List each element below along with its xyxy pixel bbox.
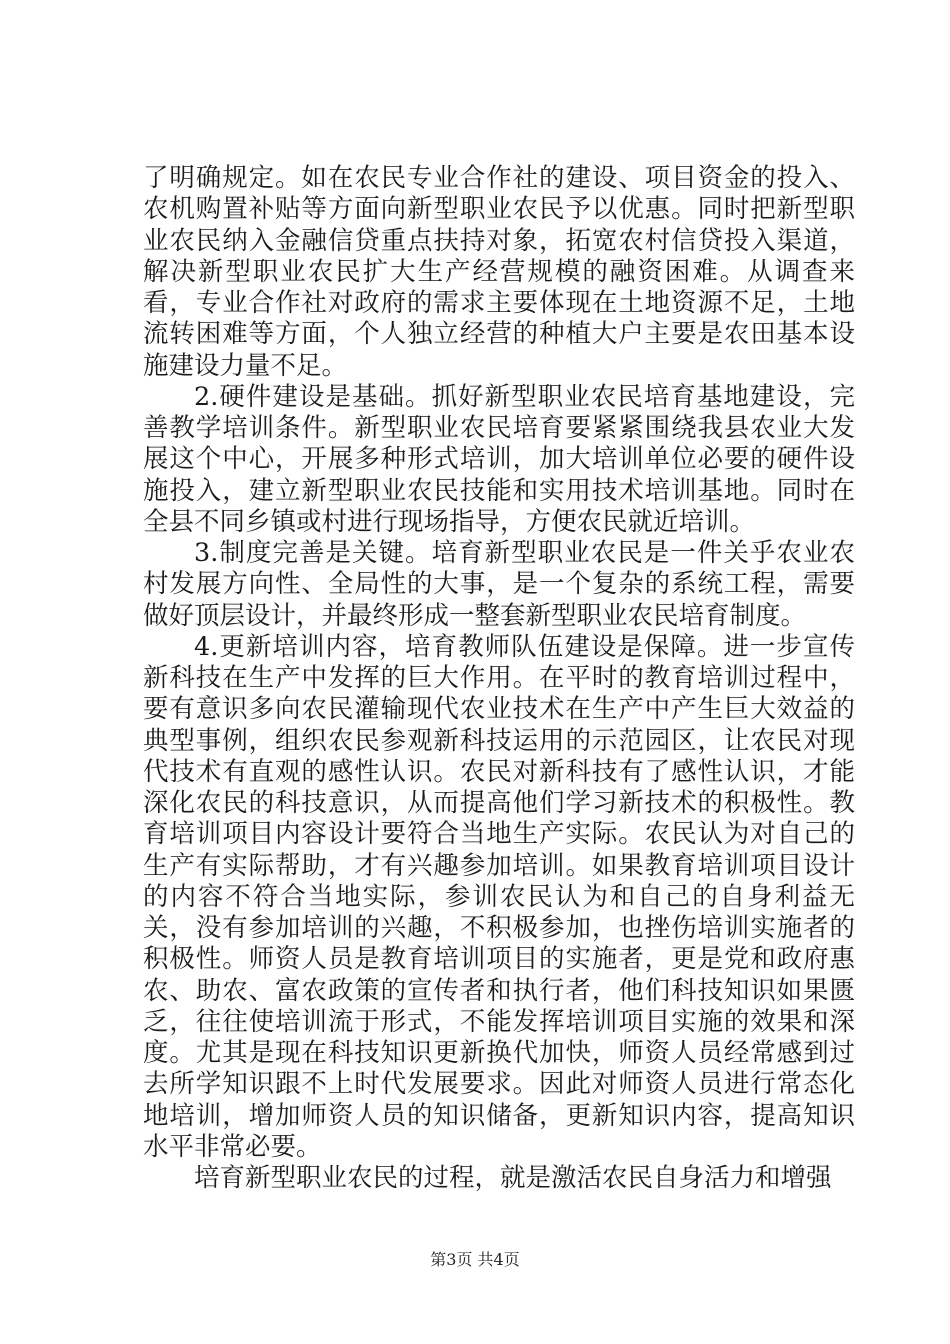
paragraph-5: 培育新型职业农民的过程，就是激活农民自身活力和增强 xyxy=(194,1163,832,1193)
paragraph-4: 4.更新培训内容，培育教师队伍建设是保障。进一步宣传新科技在生产中发挥的巨大作用。在平时的教育培训过程中，要有意识多向农民灌输现代农业技术在生产中产生巨大效益的典型事例，组织农民参观新科技运用的示范园区，让农民对现代技术有直观的感性认识。农民对新科技有了感性认识，才能深化农民的科技意识，从而提高他们学习新技术的积极性。教育培训项目内容设计要符合当地生产实际。农民认为对自己的生产有实际帮助，才有兴趣参加培训。如果教育培训项目设计的内容不符合当地实际，参训农民认为和自己的自身利益无关，没有参加培训的兴趣，不积极参加，也挫伤培训实施者的积极性。师资人员是教育培训项目的实施者，更是党和政府惠农、助农、富农政策的宣传者和执行者，他们科技知识如果匮乏，往往使培训流于形式，不能发挥培训项目实施的效果和深度。尤其是现在科技知识更新换代加快，师资人员经常感到过去所学知识跟不上时代发展要求。因此对师资人员进行常态化地培训，增加师资人员的知识储备，更新知识内容，提高知识水平非常必要。 xyxy=(143,631,855,1162)
paragraph-2: 2.硬件建设是基础。抓好新型职业农民培育基地建设，完善教学培训条件。新型职业农民培育要紧紧围绕我县农业大发展这个中心，开展多种形式培训，加大培训单位必要的硬件设施投入，建立新型职业农民技能和实用技术培训基地。同时在全县不同乡镇或村进行现场指导，方便农民就近培训。 xyxy=(143,381,855,537)
paragraph-1: 了明确规定。如在农民专业合作社的建设、项目资金的投入、农机购置补贴等方面向新型职业农民予以优惠。同时把新型职业农民纳入金融信贷重点扶持对象，拓宽农村信贷投入渠道，解决新型职业农民扩大生产经营规模的融资困难。从调查来看，专业合作社对政府的需求主要体现在土地资源不足，土地流转困难等方面，个人独立经营的种植大户主要是农田基本设施建设力量不足。 xyxy=(143,163,855,381)
paragraph-3: 3.制度完善是关键。培育新型职业农民是一件关乎农业农村发展方向性、全局性的大事，是一个复杂的系统工程，需要做好顶层设计，并最终形成一整套新型职业农民培育制度。 xyxy=(143,538,855,631)
document-body xyxy=(143,163,855,1194)
page-footer: 第3页 共4页 xyxy=(430,1250,520,1269)
